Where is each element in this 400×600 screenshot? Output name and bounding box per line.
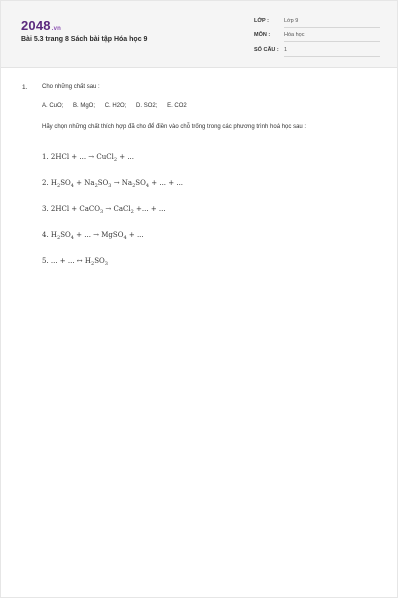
- choice-e: E. CO2: [167, 103, 187, 109]
- choice-list: [42, 103, 195, 109]
- question-instruction: Hãy chọn những chất thích hợp đã cho để điền vào chỗ trống trong các phương trình hoá học sau :: [42, 124, 307, 130]
- equation-3: 3. 2HCl + CaCO$_3$ → CaCl$_2$ +... + ...: [42, 205, 166, 215]
- logo-suffix: .vn: [51, 26, 62, 32]
- choice-b: B. MgO;: [73, 103, 96, 109]
- meta-value: Hóa học: [284, 32, 305, 38]
- choice-a: A. CuO;: [42, 103, 64, 109]
- choice-d: D. SO2;: [136, 103, 158, 109]
- logo-text: 2048: [21, 18, 51, 33]
- meta-underline: [284, 56, 380, 57]
- equation-1: 1. 2HCl + ... → CuCl$_2$ + ...: [42, 153, 135, 163]
- question-intro: Cho những chất sau :: [42, 84, 100, 90]
- equation-4: 4. $H_2SO_4$ + ... → MgSO$_4$ + ...: [42, 231, 144, 241]
- meta-key: MÔN :: [254, 32, 271, 38]
- site-logo[interactable]: [21, 18, 61, 33]
- document-title: Bài 5.3 trang 8 Sách bài tập Hóa học 9: [21, 36, 148, 43]
- equation-5: 5. ... + ... ↔ $H_2SO_3$: [42, 257, 108, 267]
- meta-value: Lớp 9: [284, 18, 299, 24]
- equation-list: [42, 153, 362, 283]
- meta-value: 1: [284, 47, 288, 53]
- question-content: [1, 67, 397, 597]
- meta-key: SỐ CÂU :: [254, 47, 279, 53]
- equation-2: 2. $H_2SO_4 + Na_2SO_3 \to Na_2SO_4$ + ... + ...: [42, 179, 184, 189]
- question-number: 1.: [22, 84, 28, 91]
- meta-underline: [284, 27, 380, 28]
- meta-key: LỚP :: [254, 18, 269, 24]
- meta-underline: [284, 41, 380, 42]
- choice-c: C. H2O;: [104, 103, 127, 109]
- document-header: [1, 1, 397, 68]
